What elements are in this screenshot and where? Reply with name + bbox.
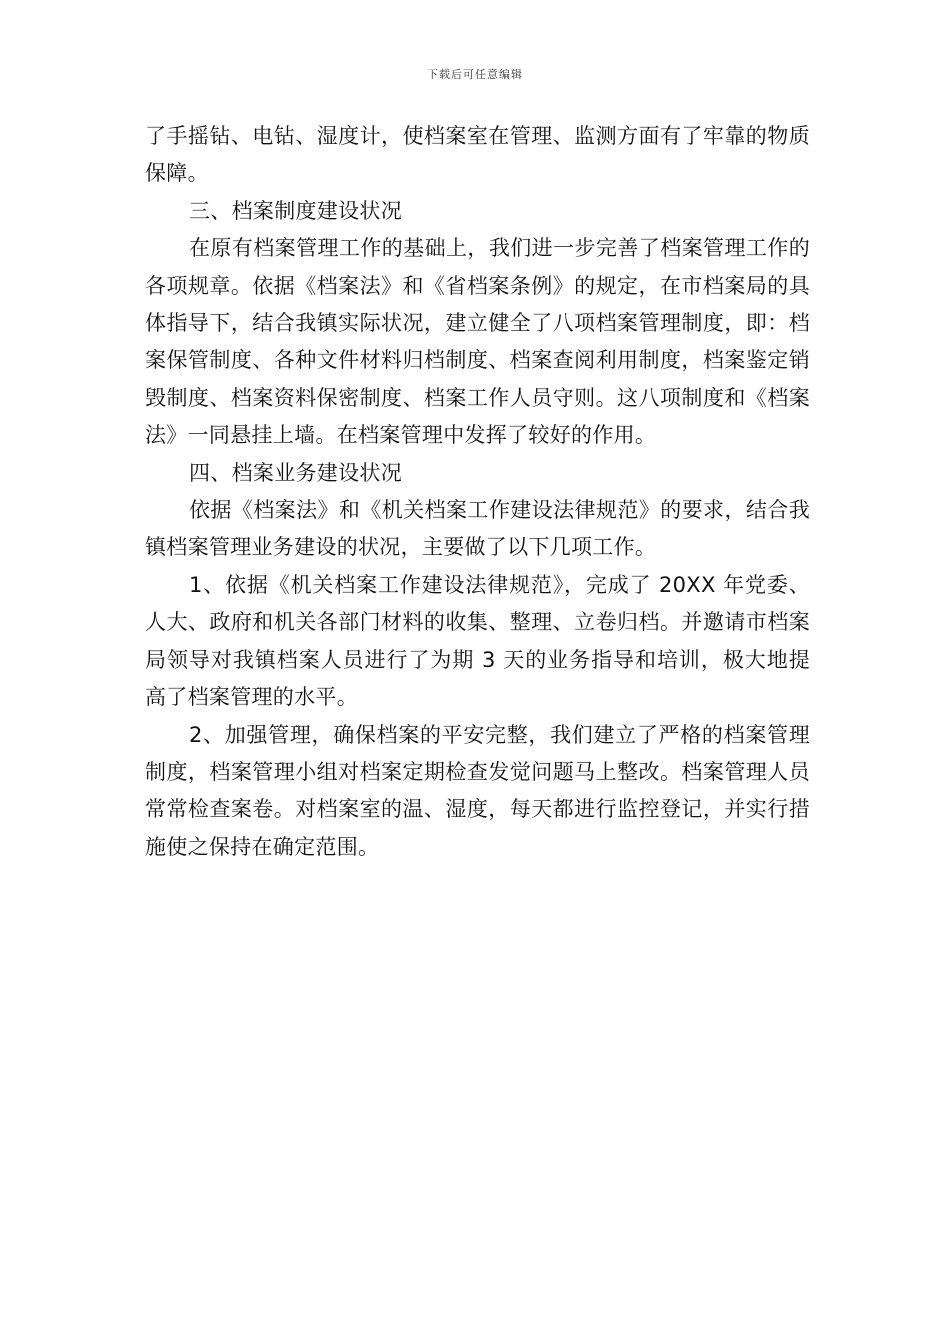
list-item-2: 2、加强管理，确保档案的平安完整，我们建立了严格的档案管理制度，档案管理小组对档案定期检查发觉问题马上整改。档案管理人员常常检查案卷。对档案室的温、湿度，每天都进行监控登记，并实行措施使之保持在确定范围。 xyxy=(145,722,810,859)
document-body xyxy=(145,118,810,866)
section-heading-3: 三、档案制度建设状况 xyxy=(189,198,402,223)
paragraph-continuation: 了手摇钻、电钻、湿度计，使档案室在管理、监测方面有了牢靠的物质保障。 xyxy=(145,124,810,186)
list-item-1: 1、依据《机关档案工作建设法律规范》，完成了 20XX 年党委、人大、政府和机关各部门材料的收集、整理、立卷归档。并邀请市档案局领导对我镇档案人员进行了为期 3 天的业务指导和培训，极大地提高了档案管理的水平。 xyxy=(145,572,810,710)
page-header-note: 下载后可任意编辑 xyxy=(427,68,523,81)
section-heading-4: 四、档案业务建设状况 xyxy=(189,460,402,485)
paragraph-section-3: 在原有档案管理工作的基础上，我们进一步完善了档案管理工作的各项规章。依据《档案法》和《省档案条例》的规定，在市档案局的具体指导下，结合我镇实际状况，建立健全了八项档案管理制度，即：档案保管制度、各种文件材料归档制度、档案查阅利用制度，档案鉴定销毁制度、档案资料保密制度、档案工作人员守则。这八项制度和《档案法》一同悬挂上墙。在档案管理中发挥了较好的作用。 xyxy=(145,236,810,448)
paragraph-section-4-intro: 依据《档案法》和《机关档案工作建设法律规范》的要求，结合我镇档案管理业务建设的状况，主要做了以下几项工作。 xyxy=(145,498,810,560)
